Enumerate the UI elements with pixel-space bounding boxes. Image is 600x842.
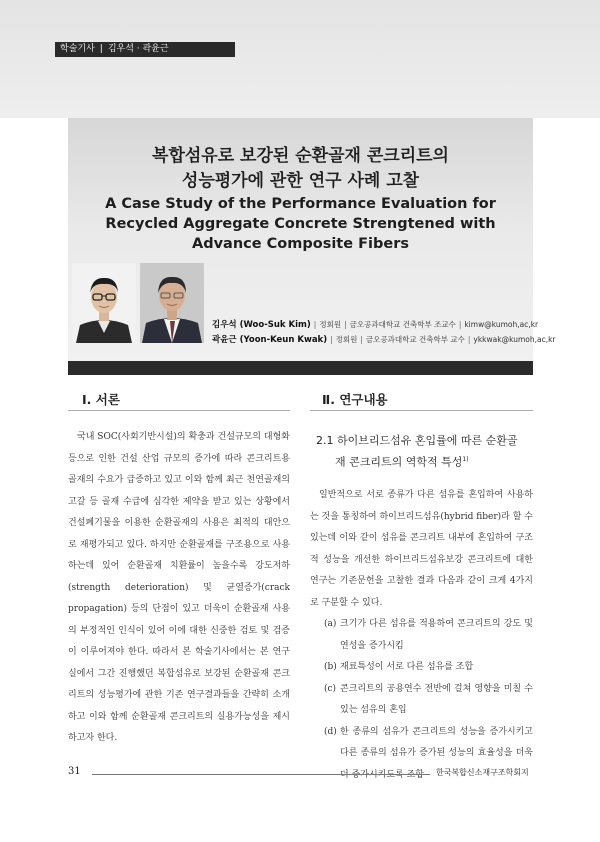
right-column bbox=[310, 485, 533, 786]
author-membership: 정회원 bbox=[335, 335, 358, 344]
running-header bbox=[55, 42, 235, 57]
english-title bbox=[68, 194, 533, 254]
list-item bbox=[310, 679, 533, 722]
header-separator: | bbox=[99, 44, 103, 54]
english-title-line-3: Advance Composite Fibers bbox=[192, 236, 409, 252]
page-number: 31 bbox=[68, 766, 81, 777]
list-text: 콘크리트의 공용연수 전반에 걸쳐 영향을 미칠 수 있는 섬유의 혼입 bbox=[340, 683, 533, 715]
subsection-heading-line-2: 재 콘크리트의 역학적 특성 bbox=[335, 455, 463, 469]
list-marker: (b) bbox=[324, 662, 337, 672]
section-2-heading: Ⅱ. 연구내용 bbox=[322, 392, 388, 407]
english-title-line-2: Recycled Aggregate Concrete Strengtened with bbox=[105, 216, 496, 232]
list-marker: (d) bbox=[324, 726, 337, 737]
classification-list bbox=[310, 614, 533, 786]
reference-marker: 1) bbox=[462, 456, 469, 463]
introduction-paragraph: 국내 SOC(사회기반시설)의 확충과 건설규모의 대형화 등으로 인한 건설 산업 규모의 증가에 따라 콘크리트용 골재의 수요가 급증하고 있고 이와 함께 최근 천연골재의 고갈 등 골재 수급에 심각한 제약을 받고 있는 상황에서 건설폐기물을 이용한 순환골재의 사용은 최적의 대안으로 재평가되고 있다. 하지만 순환골재를 구조용으로 사용하는데 있어 순환골재 치환률이 높을수록 강도저하(strength deterioration) 및 균열증가(crack propagation) 등의 단점이 있고 더욱이 순환골재 사용의 부정적인 인식이 있어 이에 대한 신중한 검토 및 검증이 이루어져야 한다. 따라서 본 학술기사에서는 본 연구실에서 그간 진행했던 복합섬유로 보강된 순환골재 콘크리트의 성능평가에 관한 기존 연구결과들을 간략히 소개하고 이와 함께 순환골재 콘크리트의 실용가능성을 제시하고자 한다. bbox=[68, 432, 290, 743]
author-membership: 정회원 bbox=[319, 320, 342, 329]
author-photo-kwak bbox=[140, 263, 204, 343]
author-affiliation: 금오공과대학교 건축학부 교수 bbox=[365, 335, 465, 344]
korean-title-line-2: 성능평가에 관한 연구 사례 고찰 bbox=[181, 171, 420, 191]
author-info-kwak: 곽윤근 (Yoon-Keun Kwak) | 정회원 | 금오공과대학교 건축학부 교수 | ykkwak@kumoh,ac,kr bbox=[212, 335, 556, 345]
section-1-divider bbox=[68, 410, 290, 411]
list-marker: (c) bbox=[324, 683, 337, 694]
list-item bbox=[310, 614, 533, 657]
list-marker: (a) bbox=[324, 619, 337, 629]
author-affiliation: 금오공과대학교 건축학부 조교수 bbox=[349, 320, 456, 329]
list-text: 크기가 다른 섬유를 적용하여 콘크리트의 강도 및 연성을 증가시킴 bbox=[340, 619, 533, 651]
left-column bbox=[68, 427, 290, 750]
header-section: 학술기사 bbox=[60, 44, 95, 54]
author-name: 곽윤근 (Yoon-Keun Kwak) bbox=[212, 335, 328, 345]
english-title-line-1: A Case Study of the Performance Evaluation for bbox=[105, 196, 496, 212]
hybrid-fiber-paragraph: 일반적으로 서로 종류가 다른 섬유를 혼입하여 사용하는 것을 통칭하여 하이브리드섬유(hybrid fiber)라 할 수 있는데 이와 같이 섬유를 콘크리트 내부에 혼입하여 구조적 성능을 개선한 하이브리드섬유보강 콘크리트에 대한 연구는 기존문헌을 고찰한 결과 다음과 같이 크게 4가지로 구분할 수 있다. bbox=[310, 490, 533, 608]
subsection-2-1-heading bbox=[316, 431, 538, 472]
korean-title bbox=[68, 144, 533, 194]
list-text: 한 종류의 섬유가 콘크리트의 성능을 증가시키고 다른 종류의 섬유가 증가된 성능의 효율성을 더욱 더 증가시키도록 조합 bbox=[340, 726, 533, 780]
list-text: 재료특성이 서로 다른 섬유를 조합 bbox=[340, 662, 474, 672]
header-authors: 김우석 · 곽윤근 bbox=[107, 44, 169, 54]
list-item bbox=[310, 657, 533, 679]
author-email: ykkwak@kumoh,ac,kr bbox=[473, 335, 556, 344]
author-info-kim: 김우석 (Woo-Suk Kim) | 정회원 | 금오공과대학교 건축학부 조교수 | kimw@kumoh,ac,kr bbox=[212, 320, 539, 330]
header-background bbox=[0, 0, 600, 118]
footer-divider bbox=[92, 774, 430, 775]
korean-title-line-1: 복합섬유로 보강된 순환골재 콘크리트의 bbox=[152, 146, 449, 166]
section-1-heading: Ⅰ. 서론 bbox=[82, 392, 120, 407]
author-photo-kim bbox=[72, 263, 136, 343]
section-2-divider bbox=[310, 410, 533, 411]
journal-name: 한국복합신소재구조학회지 bbox=[436, 768, 529, 777]
author-name: 김우석 (Woo-Suk Kim) bbox=[212, 320, 311, 330]
subsection-heading-line-1: 2.1 하이브리드섬유 혼입률에 따른 순환골 bbox=[316, 434, 518, 447]
author-email: kimw@kumoh,ac,kr bbox=[464, 320, 539, 329]
